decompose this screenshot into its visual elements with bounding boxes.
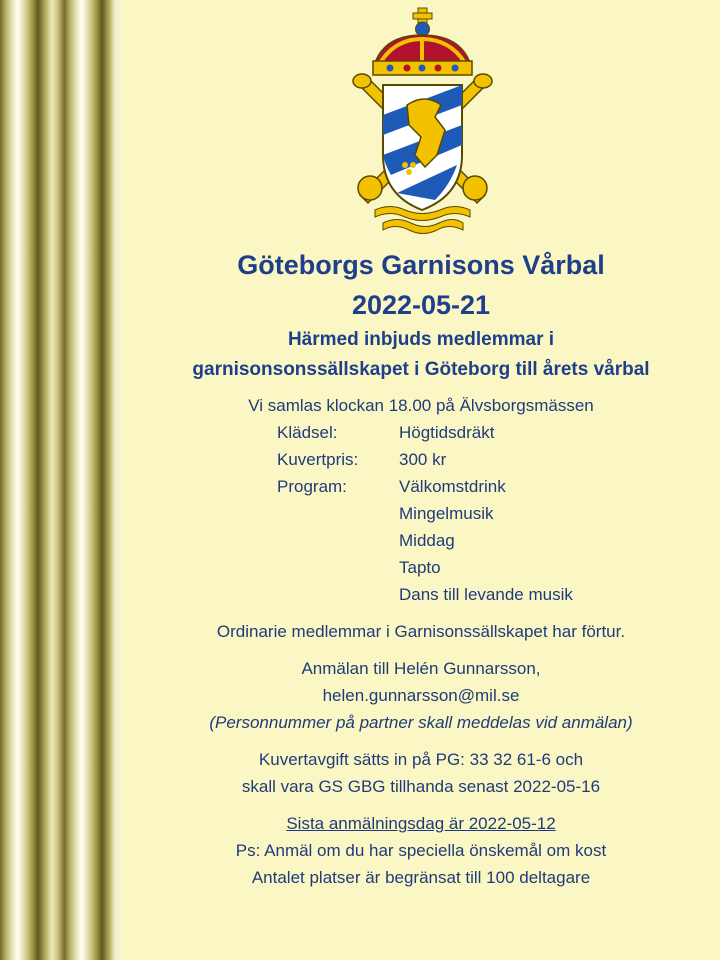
detail-value: 300 kr [399, 450, 447, 469]
details-list [130, 419, 712, 608]
event-date: 2022-05-21 [351, 290, 491, 320]
registration-deadline: Sista anmälningsdag är 2022-05-12 [286, 814, 556, 833]
detail-value: Mingelmusik [399, 504, 494, 523]
detail-row [130, 554, 712, 581]
priority-note: Ordinarie medlemmar i Garnisonssällskapet har förtur. [216, 622, 626, 641]
registration-email[interactable]: helen.gunnarsson@mil.se [322, 686, 520, 705]
gold-curtain-decoration [0, 0, 122, 960]
detail-label [277, 554, 399, 581]
participant-limit: Antalet platser är begränsat till 100 deltagare [251, 868, 591, 887]
detail-label: Kuvertpris: [277, 450, 359, 469]
payment-line-1: Kuvertavgift sätts in på PG: 33 32 61-6 och [258, 750, 584, 769]
detail-label [277, 581, 399, 608]
detail-value: Högtidsdräkt [399, 423, 495, 442]
detail-label [277, 500, 399, 527]
registration-note: (Personnummer på partner skall meddelas vid anmälan) [209, 713, 633, 732]
detail-value: Tapto [399, 558, 441, 577]
detail-row [130, 527, 712, 554]
dietary-note: Ps: Anmäl om du har speciella önskemål om kost [235, 841, 607, 860]
detail-row [130, 446, 712, 473]
detail-row [130, 419, 712, 446]
detail-value: Välkomstdrink [399, 477, 506, 496]
shield-icon [383, 85, 462, 210]
registration-line: Anmälan till Helén Gunnarsson, [301, 659, 541, 678]
detail-value: Dans till levande musik [399, 585, 573, 604]
swedish-garrison-crest-icon [345, 5, 500, 237]
detail-label: Program: [277, 477, 347, 496]
meeting-info: Vi samlas klockan 18.00 på Älvsborgsmässen [248, 396, 594, 415]
detail-row [130, 473, 712, 500]
event-title: Göteborgs Garnisons Vårbal [237, 250, 605, 280]
detail-value: Middag [399, 531, 455, 550]
detail-label [277, 527, 399, 554]
payment-line-2: skall vara GS GBG tillhanda senast 2022-05-16 [241, 777, 601, 796]
detail-row [130, 581, 712, 608]
invitation-line-2: garnisonsonssällskapet i Göteborg till årets vårbal [192, 359, 650, 380]
invitation-content [130, 246, 712, 891]
detail-label: Klädsel: [277, 423, 338, 442]
crown-icon [373, 8, 472, 75]
detail-row [130, 500, 712, 527]
invitation-line-1: Härmed inbjuds medlemmar i [287, 329, 555, 350]
